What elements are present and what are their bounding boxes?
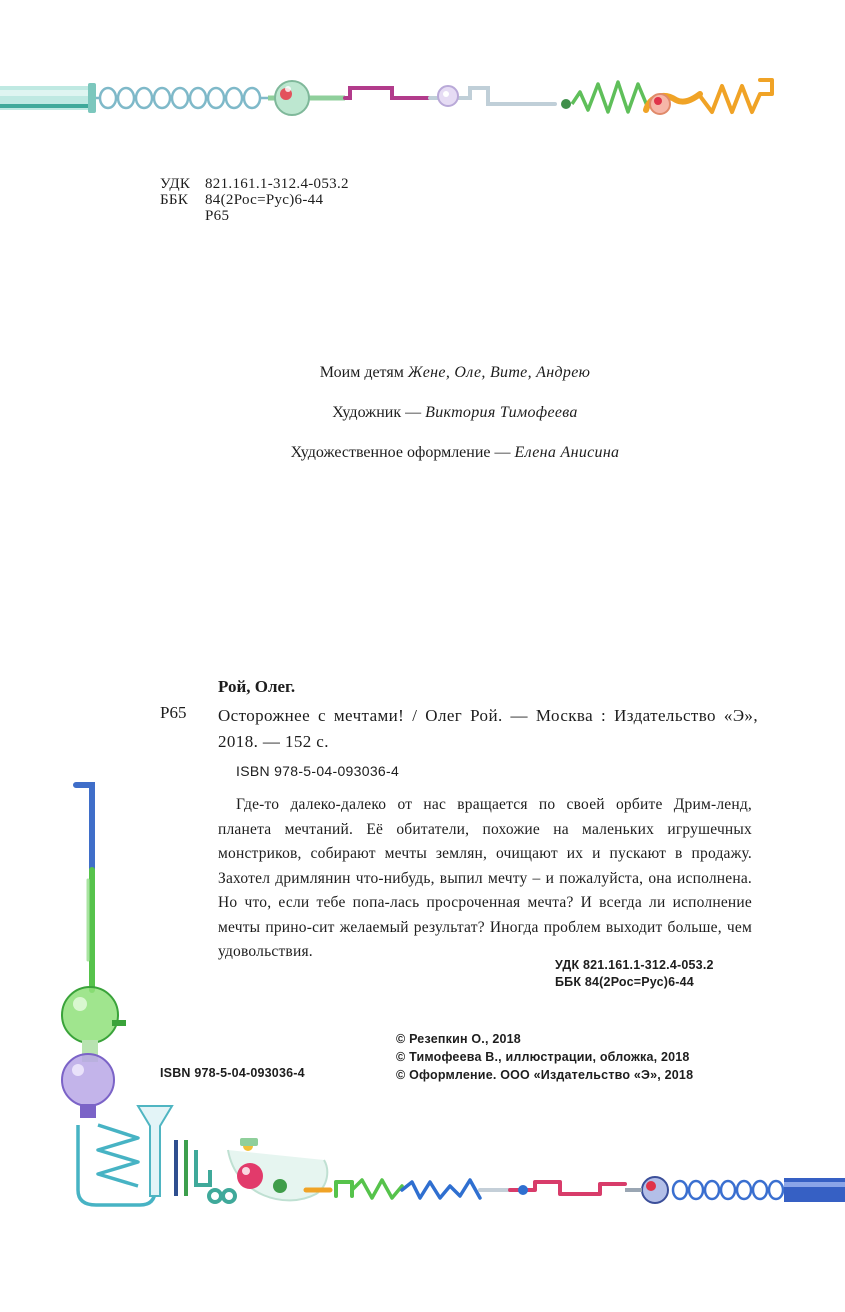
violet-bulb bbox=[62, 1040, 114, 1118]
record-bbk: ББК 84(2Рос=Рус)6-44 bbox=[555, 975, 694, 989]
copyright-line: © Резепкин О., 2018 bbox=[396, 1032, 521, 1046]
bottom-right-coil bbox=[673, 1181, 783, 1199]
test-tubes bbox=[176, 1140, 235, 1202]
top-glassware-border bbox=[0, 0, 845, 140]
classification-block bbox=[160, 176, 349, 224]
dedication-line bbox=[0, 360, 845, 400]
bottom-right-tube bbox=[784, 1178, 845, 1202]
record-title: Осторожнее с мечтами! / Олег Рой. — Москва : Издательство «Э», 2018. — 152 с. bbox=[218, 706, 758, 751]
dedication-names: Жене, Оле, Вите, Андрею bbox=[407, 364, 591, 381]
design-name: Елена Анисина bbox=[514, 444, 620, 461]
top-small-bead bbox=[561, 99, 571, 109]
left-vertical-tube bbox=[76, 785, 92, 990]
record-annotation: Где-то далеко-далеко от нас вращается по своей орбите Дрим-ленд, планета мечтаний. Её обитатели, похожие на маленьких игрушечных монстриков, собирают мечты землян, очищают их и пускают в продажу. Захотел дримлянин что-нибудь, выпил мечту – и пожалуйста, она исполнена. Но что, если тебе попа-лась просроченная мечта? И всегда ли исполнение мечты прино-сит желаемый результат? Иногда проблем выходит больше, чем удовольствия. bbox=[218, 796, 752, 960]
design-prefix: Художественное оформление — bbox=[290, 444, 515, 461]
artist-line bbox=[0, 400, 845, 440]
artist-prefix: Художник — bbox=[332, 404, 426, 421]
bottom-small-bead bbox=[518, 1185, 528, 1195]
udk-row bbox=[160, 176, 349, 192]
top-flask-round bbox=[268, 81, 345, 115]
record-classification bbox=[555, 957, 714, 991]
credits-block bbox=[0, 360, 845, 480]
udk-value: 821.161.1-312.4-053.2 bbox=[205, 176, 349, 192]
bottom-right-flask bbox=[625, 1177, 668, 1203]
copyright-isbn: ISBN 978-5-04-093036-4 bbox=[160, 1066, 305, 1080]
boat-flask bbox=[228, 1138, 327, 1200]
bbk-row bbox=[160, 192, 349, 208]
top-bulb-violet bbox=[438, 86, 458, 106]
record-code: Р65 bbox=[160, 703, 187, 722]
bottom-zigzag-tubes bbox=[306, 1180, 625, 1198]
top-orange-flask bbox=[646, 94, 700, 114]
record-author: Рой, Олег. bbox=[218, 677, 296, 696]
top-green-spiral bbox=[572, 82, 648, 112]
copyright-block bbox=[396, 1030, 693, 1084]
record-isbn: ISBN 978-5-04-093036-4 bbox=[236, 763, 400, 779]
left-bottom-coil bbox=[78, 1110, 155, 1205]
author-mark-row bbox=[160, 208, 349, 224]
green-bulb bbox=[62, 987, 126, 1043]
record-udk: УДК 821.161.1-312.4-053.2 bbox=[555, 958, 714, 972]
udk-label: УДК bbox=[160, 176, 191, 192]
bbk-label: ББК bbox=[160, 192, 189, 208]
dedication-prefix: Моим детям bbox=[319, 364, 408, 381]
top-tube-left bbox=[0, 83, 96, 113]
design-line bbox=[0, 440, 845, 480]
artist-name: Виктория Тимофеева bbox=[425, 404, 578, 421]
copyright-line: © Тимофеева В., иллюстрации, обложка, 2018 bbox=[396, 1050, 690, 1064]
top-coil bbox=[96, 88, 268, 108]
funnel bbox=[138, 1106, 172, 1196]
top-orange-zigzag bbox=[700, 80, 772, 112]
bbk-value: 84(2Рос=Рус)6-44 bbox=[205, 192, 324, 208]
author-mark: Р65 bbox=[205, 208, 230, 224]
copyright-line: © Оформление. ООО «Издательство «Э», 2018 bbox=[396, 1068, 694, 1082]
